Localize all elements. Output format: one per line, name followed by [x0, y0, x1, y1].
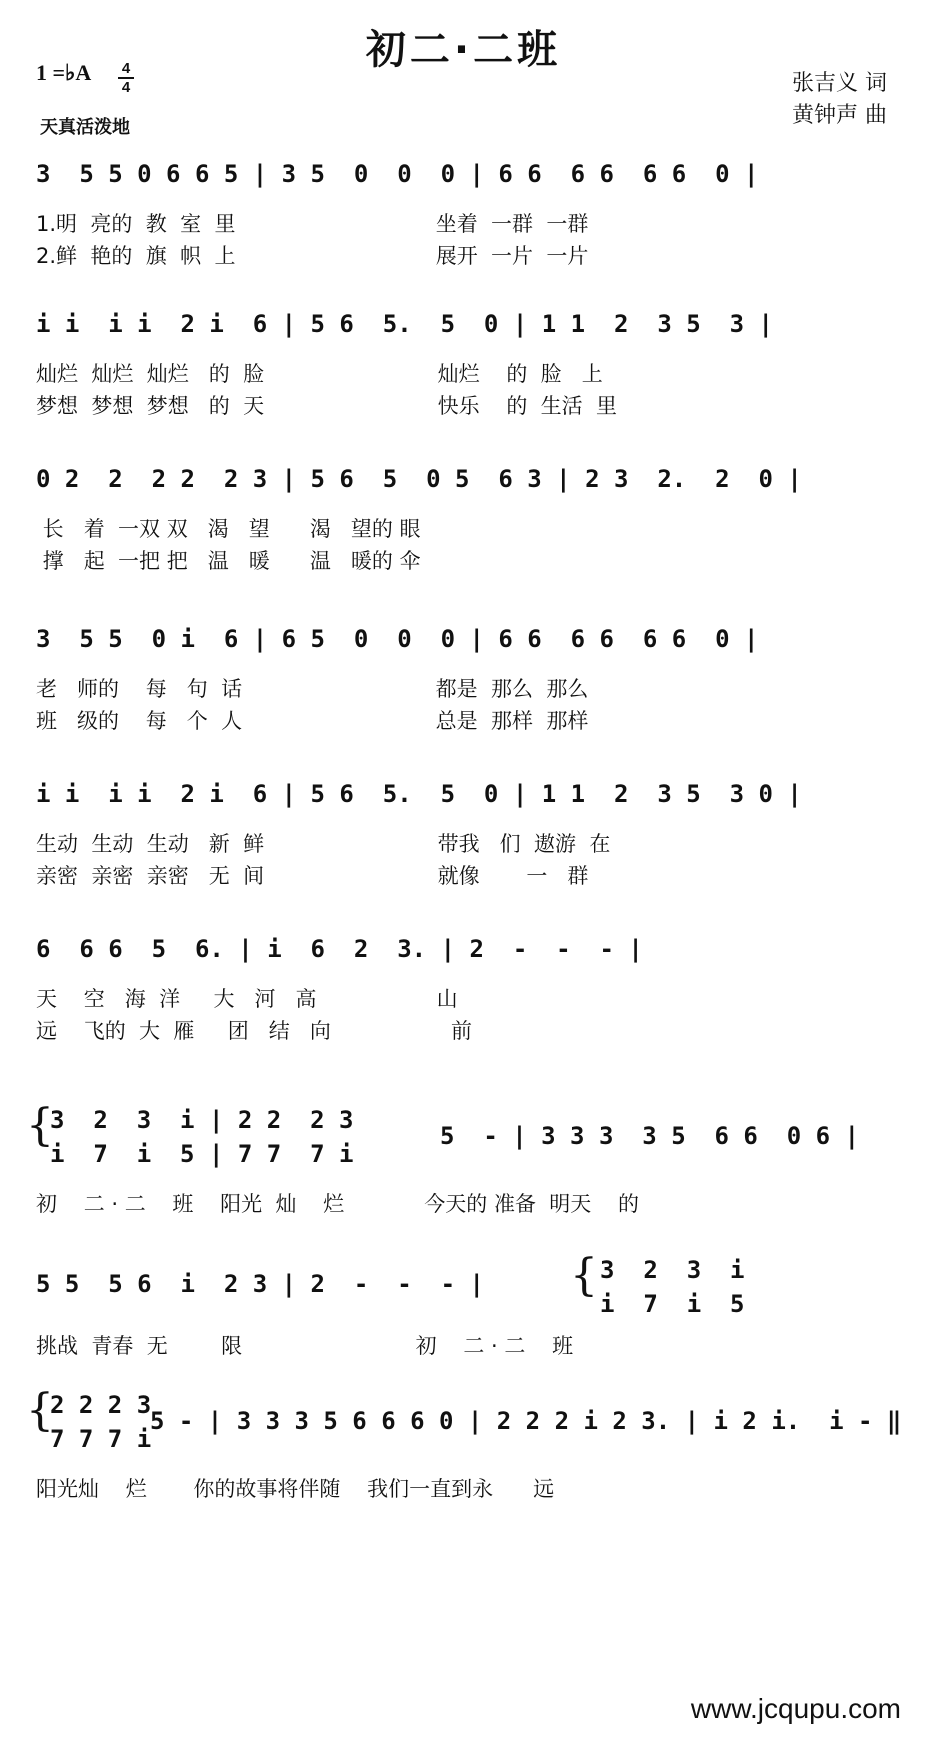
time-signature: [118, 60, 134, 96]
tempo-marking: 天真活泼地: [40, 117, 130, 138]
notes-line: i i i i 2 i 6 | 5 6 5. 5 0 | 1 1 2 3 5 3 0 |: [36, 780, 802, 808]
lyrics-verse-1: 1.明 亮的 教 室 里 坐着 一群 一群: [36, 212, 589, 236]
lyricist-credit: 张吉义 词: [792, 71, 887, 96]
notation-row: [0, 925, 927, 1065]
lyrics-verse-2: 远 飞的 大 雁 团 结 向 前: [36, 1019, 472, 1043]
notes-upper: 3 2 3 i | 2 2 2 3: [50, 1106, 354, 1134]
lyrics-verse-1: 老 师的 每 句 话 都是 那么 那么: [36, 677, 589, 701]
song-title: 初二·二班: [365, 27, 562, 73]
notes-right: 5 - | 3 3 3 5 6 6 6 0 | 2 2 2 i 2 3. | i 2 i. i - ‖: [150, 1407, 902, 1435]
notes-line: 5 5 5 6 i 2 3 | 2 - - - |: [36, 1270, 484, 1298]
lyrics-verse-1: 初 二 · 二 班 阳光 灿 烂 今天的 准备 明天 的: [36, 1192, 640, 1216]
notes-right: 5 - | 3 3 3 3 5 6 6 0 6 |: [440, 1122, 860, 1150]
notation-row: [0, 455, 927, 595]
notation-row: [0, 150, 927, 290]
notation-row: [0, 770, 927, 910]
time-signature-bottom: 4: [118, 77, 134, 96]
notes-lower: i 7 i 5 | 7 7 7 i: [50, 1140, 354, 1168]
notation-row: [0, 1385, 927, 1535]
notation-row: [0, 1250, 927, 1400]
brace: {: [26, 1100, 54, 1151]
watermark: www.jcqupu.com: [690, 1693, 901, 1724]
lyrics-verse-1: 长 着 一双 双 渴 望 渴 望的 眼: [36, 517, 421, 541]
notes-line: 6 6 6 5 6. | i 6 2 3. | 2 - - - |: [36, 935, 643, 963]
lyrics-verse-2: 撑 起 一把 把 温 暖 温 暖的 伞: [36, 549, 421, 573]
notes-lower: 7 7 7 i: [50, 1425, 152, 1453]
lyrics-verse-1: 天 空 海 洋 大 河 高 山: [36, 987, 458, 1011]
notes-line: 3 5 5 0 i 6 | 6 5 0 0 0 | 6 6 6 6 6 6 0 |: [36, 625, 759, 653]
lyrics-verse-1: 生动 生动 生动 新 鲜 带我 们 遨游 在: [36, 832, 611, 856]
notes-line: i i i i 2 i 6 | 5 6 5. 5 0 | 1 1 2 3 5 3 |: [36, 310, 773, 338]
notes-upper: 2 2 2 3: [50, 1391, 152, 1419]
notes-line: 3 5 5 0 6 6 5 | 3 5 0 0 0 | 6 6 6 6 6 6 0 |: [36, 160, 759, 188]
notes-lower: i 7 i 5: [600, 1290, 745, 1318]
time-signature-top: 4: [121, 60, 131, 77]
brace: {: [570, 1250, 598, 1301]
key-signature: 1 =♭A: [36, 60, 92, 85]
notation-row: [0, 1100, 927, 1250]
lyrics-verse-2: 2.鲜 艳的 旗 帜 上 展开 一片 一片: [36, 244, 589, 268]
notation-row: [0, 300, 927, 440]
lyrics-verse-2: 亲密 亲密 亲密 无 间 就像 一 群: [36, 864, 589, 888]
lyrics-verse-1: 阳光灿 烂 你的故事将伴随 我们一直到永 远: [36, 1477, 555, 1501]
notes-line: 0 2 2 2 2 2 3 | 5 6 5 0 5 6 3 | 2 3 2. 2 0 |: [36, 465, 802, 493]
lyrics-verse-2: 梦想 梦想 梦想 的 天 快乐 的 生活 里: [36, 394, 618, 418]
notes-upper: 3 2 3 i: [600, 1256, 745, 1284]
brace: {: [26, 1385, 54, 1436]
lyrics-verse-1: 灿烂 灿烂 灿烂 的 脸 灿烂 的 脸 上: [36, 362, 603, 386]
lyrics-verse-2: 班 级的 每 个 人 总是 那样 那样: [36, 709, 589, 733]
notation-row: [0, 615, 927, 755]
composer-credit: 黄钟声 曲: [792, 103, 887, 128]
lyrics-verse-1: 挑战 青春 无 限 初 二 · 二 班: [36, 1334, 574, 1358]
